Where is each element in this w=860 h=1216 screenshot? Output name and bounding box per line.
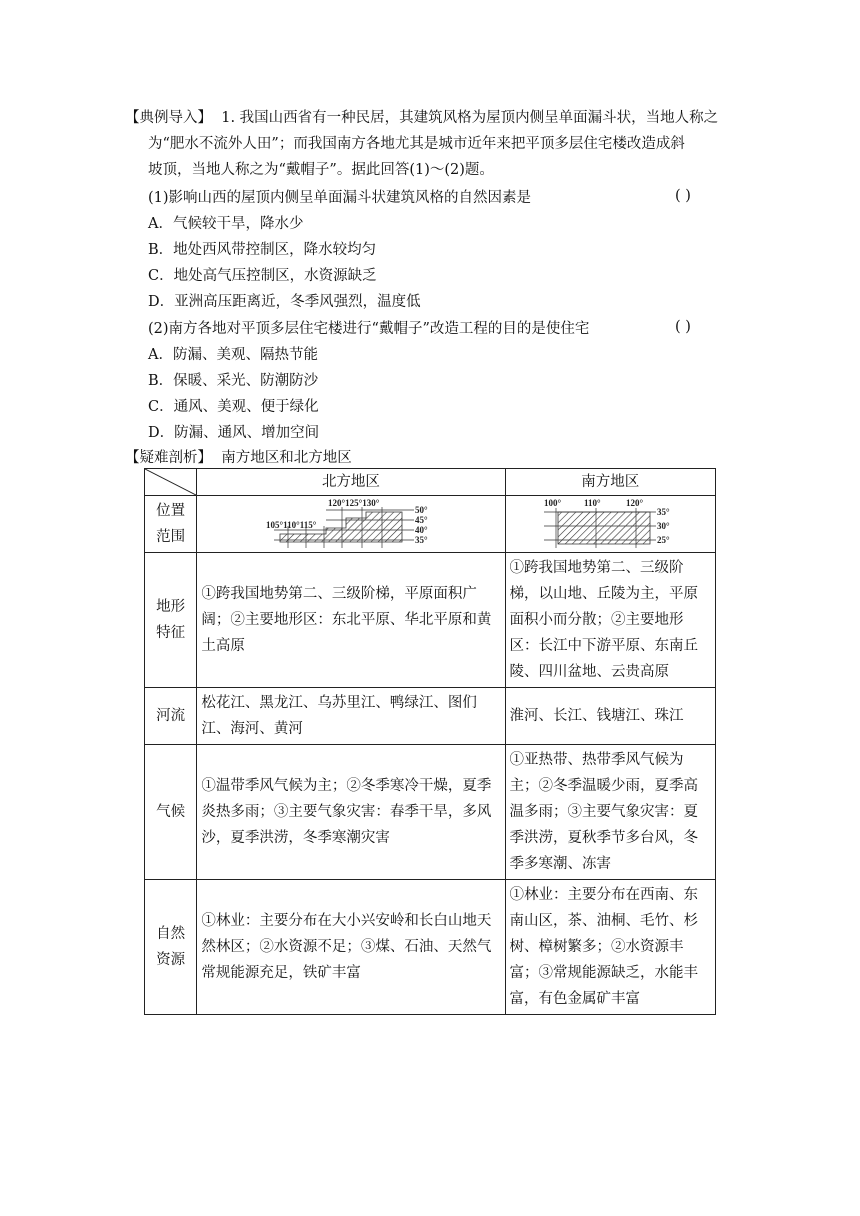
row-label-rivers: 河流 xyxy=(145,688,197,745)
table-header-row xyxy=(145,469,716,496)
question-2-bracket: ( ) xyxy=(675,319,691,335)
south-region-map xyxy=(540,498,680,550)
question-1-bracket: ( ) xyxy=(675,188,691,204)
north-map-lat-50: 50° xyxy=(414,505,428,515)
north-map-left-lon: 105°110°115° xyxy=(265,520,317,530)
south-map-lat-25: 25° xyxy=(657,535,670,545)
north-map-lat-40: 40° xyxy=(414,525,428,535)
south-climate: ①亚热带、热带季风气候为主；②冬季温暖少雨，夏季高温多雨；③主要气象灾害：夏季洪涝，夏秋季节多台风，冬季多寒潮、冻害 xyxy=(505,745,715,880)
question-2-option-d: D．防漏、通风、增加空间 xyxy=(148,425,320,441)
analysis-tag: 【疑难剖析】 xyxy=(125,450,212,466)
table-row xyxy=(145,553,716,688)
header-north: 北方地区 xyxy=(197,469,505,496)
south-map-cell xyxy=(505,496,715,553)
question-2-option-c: C．通风、美观、便于绿化 xyxy=(148,399,319,415)
question-2-option-a: A．防漏、美观、隔热节能 xyxy=(148,347,318,363)
table-row xyxy=(145,496,716,553)
section-tag: 【典例导入】 xyxy=(125,110,212,126)
north-region-map xyxy=(266,498,436,550)
diagonal-header-cell xyxy=(145,469,197,496)
row-label-climate: 气候 xyxy=(145,745,197,880)
south-map-lon-100: 100° xyxy=(544,498,562,508)
north-resources: ①林业：主要分布在大小兴安岭和长白山地天然林区；②水资源不足；③煤、石油、天然气常规能源充足，铁矿丰富 xyxy=(197,880,505,1015)
analysis-title: 南方地区和北方地区 xyxy=(221,450,352,466)
north-map-cell xyxy=(197,496,505,553)
north-climate: ①温带季风气候为主；②冬季寒冷干燥，夏季炎热多雨；③主要气象灾害：春季干旱，多风沙，夏季洪涝，冬季寒潮灾害 xyxy=(197,745,505,880)
south-resources: ①林业：主要分布在西南、东南山区，茶、油桐、毛竹、杉树、樟树繁多；②水资源丰富；③常规能源缺乏，水能丰富，有色金属矿丰富 xyxy=(505,880,715,1015)
question-1-option-d: D．亚洲高压距离近，冬季风强烈，温度低 xyxy=(148,294,421,310)
table-row xyxy=(145,880,716,1015)
question-1-stem: (1)影响山西的屋顶内侧呈单面漏斗状建筑风格的自然因素是 xyxy=(148,190,532,206)
question-1-option-c: C．地处高气压控制区，水资源缺乏 xyxy=(148,268,377,284)
row-label-resources: 自然资源 xyxy=(145,880,197,1015)
table-row xyxy=(145,688,716,745)
intro-line-1 xyxy=(125,108,718,128)
analysis-heading xyxy=(125,448,352,468)
south-map-lon-110: 110° xyxy=(584,498,601,508)
question-2-stem: (2)南方各地对平顶多层住宅楼进行“戴帽子”改造工程的目的是使住宅 xyxy=(148,321,590,337)
diagonal-line xyxy=(145,469,196,495)
south-map-lon-120: 120° xyxy=(626,498,644,508)
question-1-option-b: B．地处西风带控制区，降水较均匀 xyxy=(148,242,377,258)
table-row xyxy=(145,745,716,880)
north-map-top-lon: 120°125°130° xyxy=(327,498,380,508)
north-map-lat-35: 35° xyxy=(414,535,428,545)
header-south: 南方地区 xyxy=(505,469,715,496)
north-map-lat-45: 45° xyxy=(414,515,428,525)
row-label-position: 位置范围 xyxy=(145,496,197,553)
north-terrain: ①跨我国地势第二、三级阶梯，平原面积广阔；②主要地形区：东北平原、华北平原和黄土高原 xyxy=(197,553,505,688)
intro-line-3: 坡顶，当地人称之为“戴帽子”。据此回答(1)～(2)题。 xyxy=(148,162,494,178)
question-1-option-a: A．气候较干旱，降水少 xyxy=(148,216,304,232)
south-map-lat-35: 35° xyxy=(657,507,670,517)
intro-line-2: 为“肥水不流外人田”；而我国南方各地尤其是城市近年来把平顶多层住宅楼改造成斜 xyxy=(148,136,685,152)
south-rivers: 淮河、长江、钱塘江、珠江 xyxy=(505,688,715,745)
north-rivers: 松花江、黑龙江、乌苏里江、鸭绿江、图们江、海河、黄河 xyxy=(197,688,505,745)
row-label-terrain: 地形特征 xyxy=(145,553,197,688)
comparison-table xyxy=(144,468,716,1015)
south-terrain: ①跨我国地势第二、三级阶梯，以山地、丘陵为主，平原面积小而分散；②主要地形区：长江中下游平原、东南丘陵、四川盆地、云贵高原 xyxy=(505,553,715,688)
question-2-option-b: B．保暖、采光、防潮防沙 xyxy=(148,373,319,389)
intro-text-1: 1. 我国山西省有一种民居，其建筑风格为屋顶内侧呈单面漏斗状，当地人称之 xyxy=(221,110,719,126)
south-map-lat-30: 30° xyxy=(657,521,670,531)
